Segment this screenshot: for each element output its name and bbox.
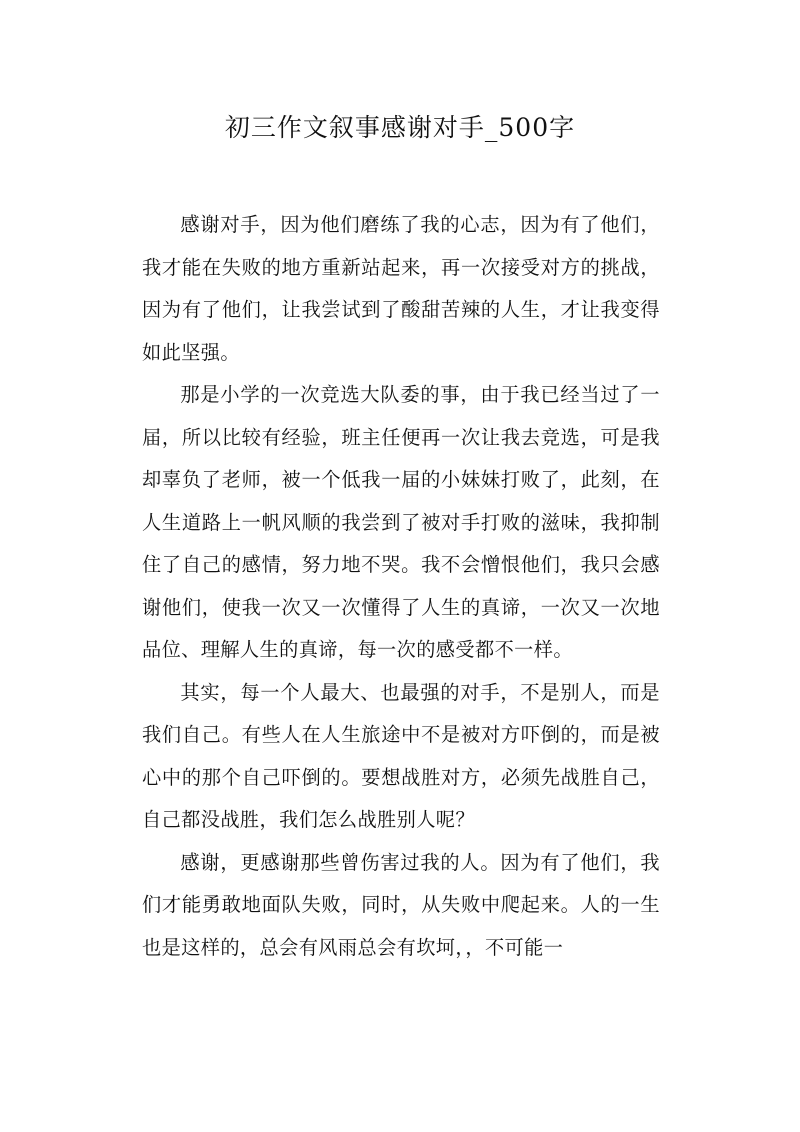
paragraph-1: 感谢对手，因为他们磨练了我的心志，因为有了他们，我才能在失败的地方重新站起来，再一次接受对方的挑战，因为有了他们，让我尝试到了酸甜苦辣的人生，才让我变得如此坚强。 bbox=[142, 213, 660, 364]
document-title: 初三作文叙事感谢对手_500字 bbox=[224, 113, 576, 142]
document-body bbox=[142, 204, 660, 969]
paragraph-2: 那是小学的一次竞选大队委的事，由于我已经当过了一届，所以比较有经验，班主任便再一次让我去竞选，可是我却辜负了老师，被一个低我一届的小妹妹打败了，此刻，在人生道路上一帆风顺的我尝到了被对手打败的滋味，我抑制住了自己的感情，努力地不哭。我不会憎恨他们，我只会感谢他们，使我一次又一次懂得了人生的真谛，一次又一次地品位、理解人生的真谛，每一次的感受都不一样。 bbox=[142, 383, 660, 661]
paragraph-3: 其实，每一个人最大、也最强的对手，不是别人，而是我们自己。有些人在人生旅途中不是被对方吓倒的，而是被心中的那个自己吓倒的。要想战胜对方，必须先战胜自己，自己都没战胜，我们怎么战胜别人呢？ bbox=[142, 680, 660, 831]
paragraph-4: 感谢，更感谢那些曾伤害过我的人。因为有了他们，我们才能勇敢地面队失败，同时，从失败中爬起来。人的一生也是这样的，总会有风雨总会有坎坷，，不可能一 bbox=[142, 850, 660, 959]
